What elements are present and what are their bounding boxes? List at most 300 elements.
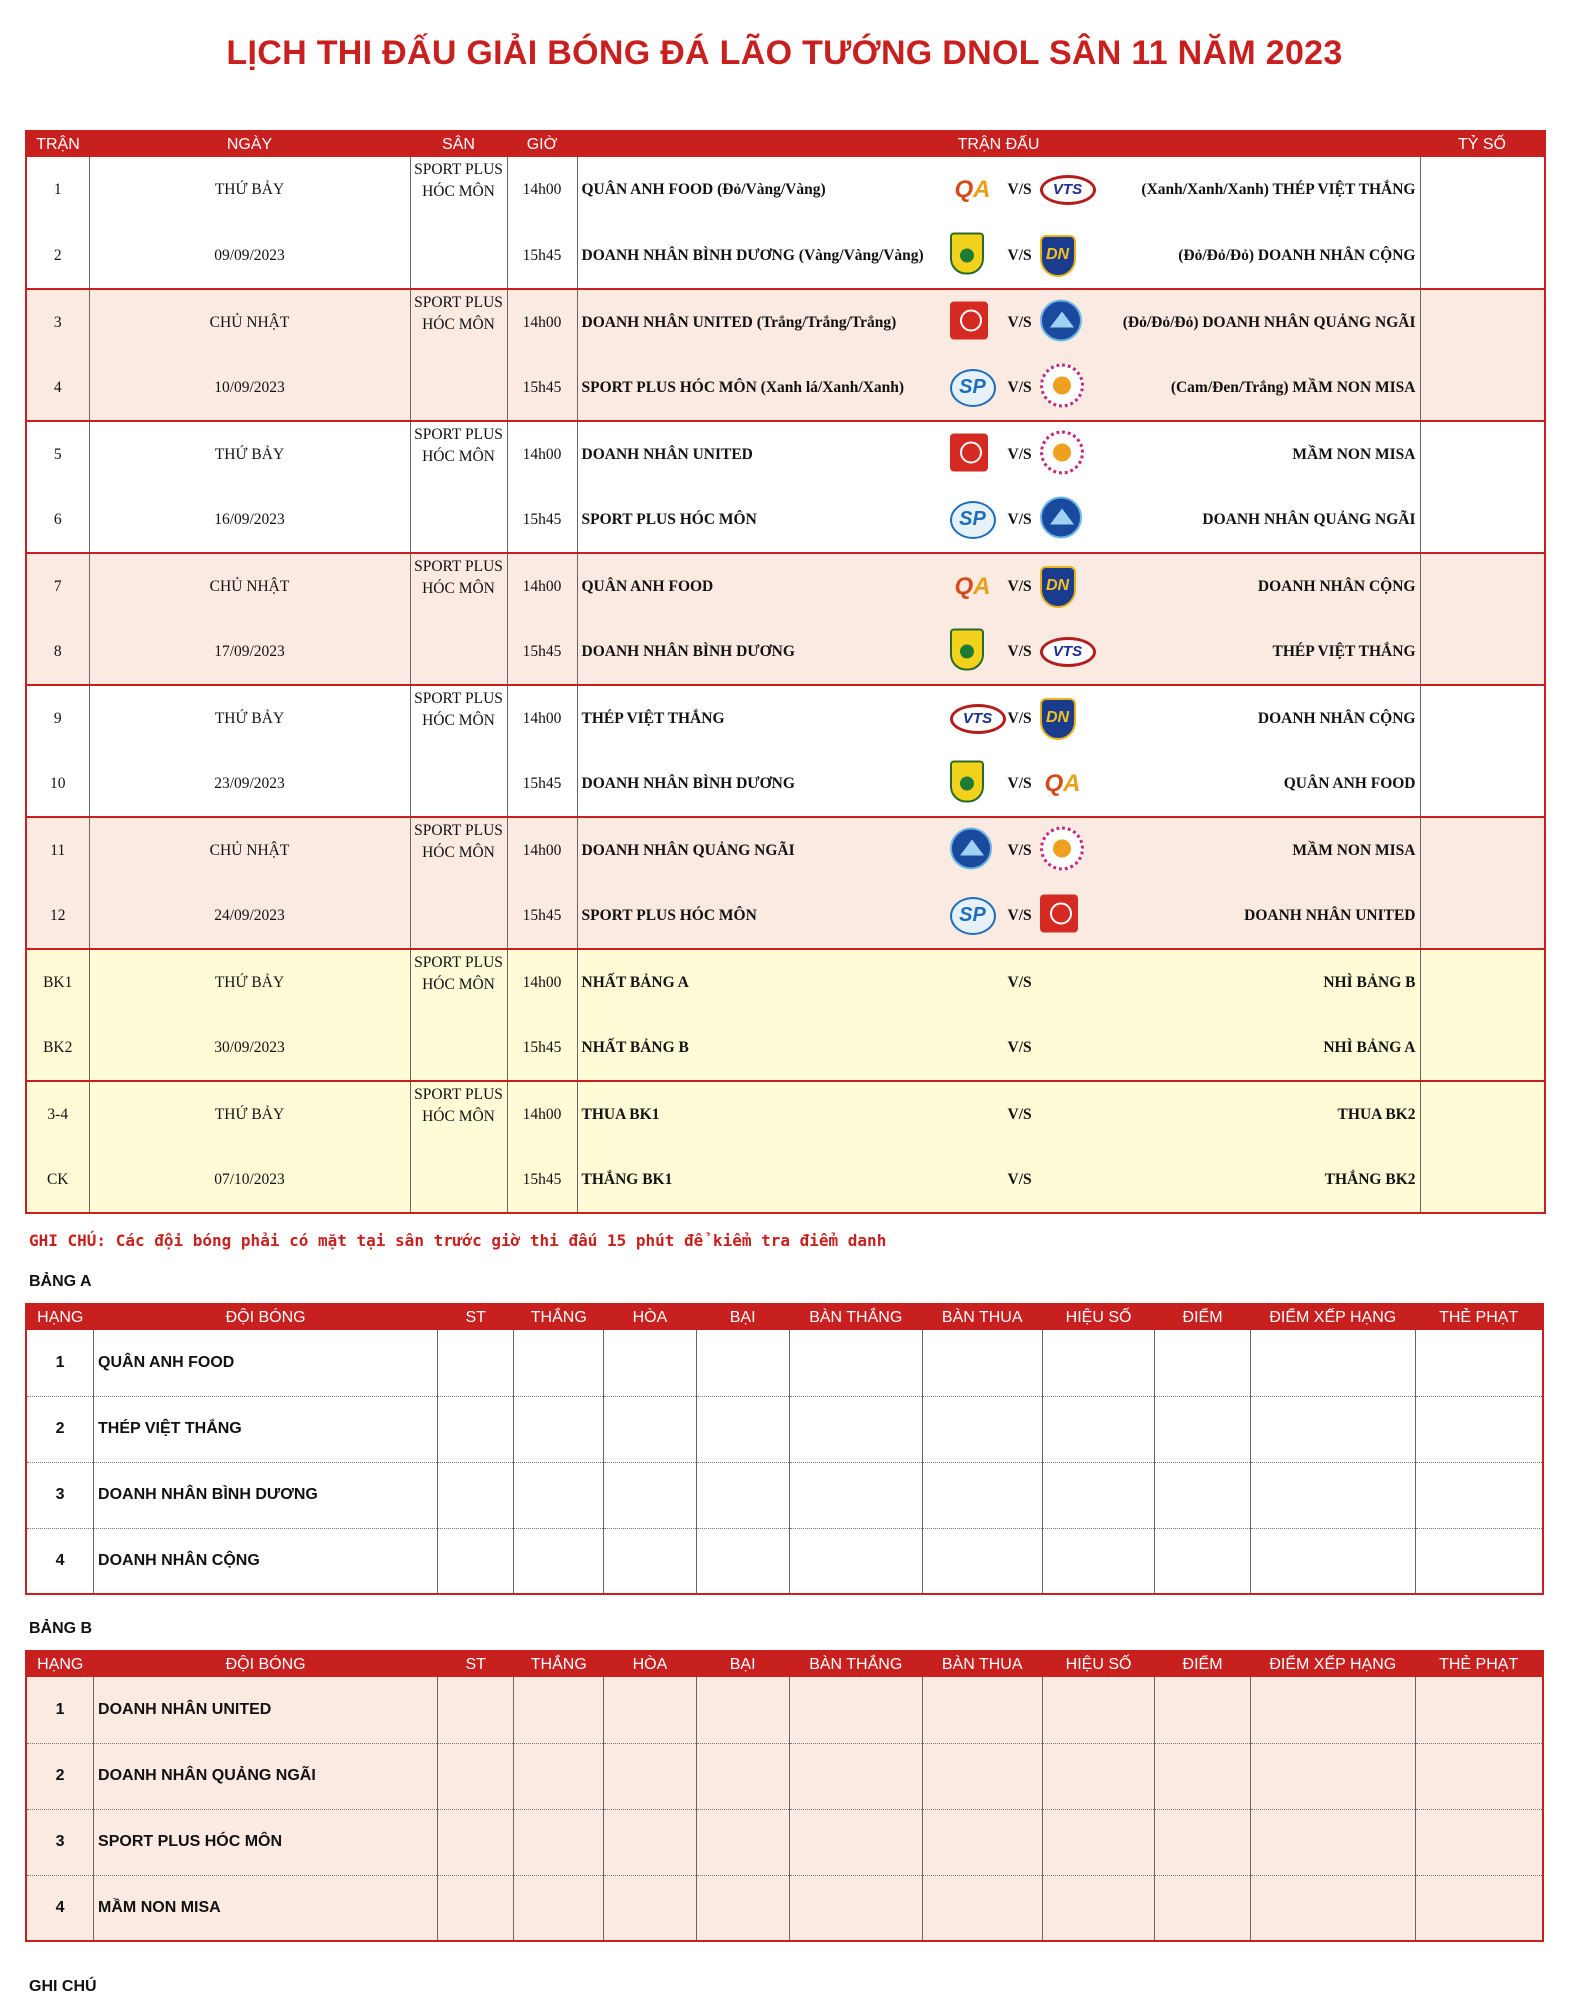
standings-header-cell: BÀN THUA: [922, 1651, 1042, 1677]
stat-cell: [1042, 1809, 1155, 1875]
match-date: 07/10/2023: [89, 1147, 410, 1213]
away-team: (Cam/Đen/Trắng) MẦM NON MISA: [1170, 378, 1416, 396]
stat-cell: [696, 1743, 789, 1809]
home-logo: [950, 897, 996, 935]
match-date: 24/09/2023: [89, 883, 410, 949]
match-row: [26, 355, 1545, 421]
standings-header-cell: HÒA: [604, 1651, 696, 1677]
fixture-cell: [577, 949, 1420, 1015]
home-logo: [950, 704, 1006, 734]
venue-empty-cell: [410, 1147, 507, 1213]
versus-label: V/S: [1007, 642, 1032, 660]
versus-label: V/S: [1007, 906, 1032, 924]
fixture-cell: [577, 223, 1420, 289]
stat-cell: [696, 1330, 789, 1396]
home-team: SPORT PLUS HÓC MÔN (Xanh lá/Xanh/Xanh): [581, 378, 905, 396]
home-team: QUÂN ANH FOOD: [581, 577, 714, 595]
stat-cell: [696, 1809, 789, 1875]
stat-cell: [604, 1677, 696, 1743]
match-number: 4: [26, 355, 89, 421]
fixture-cell: [577, 553, 1420, 619]
away-team: DOANH NHÂN QUẢNG NGÃI: [1202, 510, 1416, 528]
away-logo: [1040, 363, 1084, 412]
match-score: [1420, 817, 1545, 883]
stat-cell: [1042, 1875, 1155, 1941]
team-name: MẦM NON MISA: [94, 1875, 438, 1941]
stat-cell: [514, 1396, 604, 1462]
match-row: [26, 289, 1545, 355]
home-team: SPORT PLUS HÓC MÔN: [581, 510, 757, 528]
stat-cell: [1155, 1743, 1250, 1809]
doanh-nhan-united-logo-icon: [1040, 894, 1078, 932]
stat-cell: [696, 1875, 789, 1941]
match-score: [1420, 157, 1545, 223]
stat-cell: [1042, 1462, 1155, 1528]
fixture-cell: [577, 619, 1420, 685]
home-logo: [950, 572, 996, 602]
match-score: [1420, 1015, 1545, 1081]
group-a-header-row: [26, 1304, 1543, 1330]
standings-header-cell: ĐIỂM: [1155, 1651, 1250, 1677]
match-number: 3: [26, 289, 89, 355]
match-day: THỨ BẢY: [89, 421, 410, 487]
header-venue: SÂN: [410, 131, 507, 157]
match-score: [1420, 553, 1545, 619]
match-score: [1420, 487, 1545, 553]
versus-label: V/S: [1007, 445, 1032, 463]
standings-header-cell: ST: [438, 1651, 514, 1677]
stat-cell: [514, 1875, 604, 1941]
stat-cell: [604, 1528, 696, 1594]
stat-cell: [696, 1396, 789, 1462]
versus-label: V/S: [1007, 841, 1032, 859]
group-a-body: [26, 1330, 1543, 1594]
stat-cell: [922, 1677, 1042, 1743]
match-number: 9: [26, 685, 89, 751]
venue-empty-cell: [410, 883, 507, 949]
home-team: SPORT PLUS HÓC MÔN: [581, 906, 757, 924]
stat-cell: [1250, 1396, 1415, 1462]
stat-cell: [604, 1809, 696, 1875]
standings-header-cell: ĐIỂM XẾP HẠNG: [1250, 1304, 1415, 1330]
doanh-nhan-united-logo-icon: [950, 433, 988, 471]
match-row: [26, 553, 1545, 619]
stat-cell: [1042, 1677, 1155, 1743]
stat-cell: [604, 1462, 696, 1528]
doanh-nhan-binh-duong-logo-icon: [950, 232, 984, 274]
team-rank: 1: [26, 1330, 94, 1396]
away-logo: [1040, 235, 1076, 277]
match-number: 3-4: [26, 1081, 89, 1147]
header-date: NGÀY: [89, 131, 410, 157]
group-a-standings: [25, 1303, 1544, 1595]
match-row: [26, 949, 1545, 1015]
stat-cell: [1042, 1743, 1155, 1809]
match-venue: SPORT PLUS HÓC MÔN: [410, 289, 507, 355]
sport-plus-hoc-mon-logo-icon: SP: [950, 369, 996, 407]
match-day: THỨ BẢY: [89, 157, 410, 223]
stat-cell: [514, 1330, 604, 1396]
team-name: DOANH NHÂN QUẢNG NGÃI: [94, 1743, 438, 1809]
away-team: NHÌ BẢNG B: [1323, 973, 1416, 991]
standings-header-cell: HIỆU SỐ: [1042, 1304, 1155, 1330]
away-team: DOANH NHÂN CỘNG: [1257, 577, 1416, 595]
stat-cell: [922, 1330, 1042, 1396]
standings-header-cell: HIỆU SỐ: [1042, 1651, 1155, 1677]
fixture-cell: [577, 421, 1420, 487]
fixture-cell: [577, 751, 1420, 817]
match-number: CK: [26, 1147, 89, 1213]
home-team: THÉP VIỆT THẮNG: [581, 709, 725, 727]
match-row: [26, 421, 1545, 487]
footer-note: GHI CHÚ: [29, 1978, 97, 1995]
doanh-nhan-cong-logo-icon: DN: [1040, 698, 1076, 740]
header-score: TỶ SỐ: [1420, 131, 1545, 157]
stat-cell: [696, 1677, 789, 1743]
home-logo: [950, 369, 996, 407]
home-logo: [950, 628, 984, 675]
away-logo: [1040, 698, 1076, 740]
fixture-cell: [577, 289, 1420, 355]
match-number: 1: [26, 157, 89, 223]
match-time: 14h00: [507, 157, 577, 223]
match-number: 7: [26, 553, 89, 619]
thep-viet-thang-logo-icon: VTS: [1040, 637, 1096, 667]
team-rank: 4: [26, 1875, 94, 1941]
match-venue: SPORT PLUS HÓC MÔN: [410, 157, 507, 223]
standings-header-cell: THẮNG: [514, 1304, 604, 1330]
doanh-nhan-cong-logo-icon: DN: [1040, 235, 1076, 277]
stat-cell: [1250, 1743, 1415, 1809]
stat-cell: [1155, 1396, 1250, 1462]
match-venue: SPORT PLUS HÓC MÔN: [410, 949, 507, 1015]
standings-header-cell: BÀN THUA: [922, 1304, 1042, 1330]
mam-non-misa-logo-icon: [1040, 363, 1084, 407]
match-time: 15h45: [507, 751, 577, 817]
match-score: [1420, 421, 1545, 487]
quan-anh-food-logo-icon: QA: [954, 572, 991, 600]
versus-label: V/S: [1007, 510, 1032, 528]
stat-cell: [1250, 1528, 1415, 1594]
stat-cell: [604, 1330, 696, 1396]
venue-empty-cell: [410, 355, 507, 421]
away-team: THẮNG BK2: [1324, 1170, 1416, 1188]
away-team: MẦM NON MISA: [1292, 841, 1416, 859]
match-score: [1420, 949, 1545, 1015]
doanh-nhan-binh-duong-logo-icon: [950, 628, 984, 670]
group-b-label: BẢNG B: [29, 1620, 93, 1637]
standings-row: [26, 1809, 1543, 1875]
stat-cell: [438, 1743, 514, 1809]
match-row: [26, 751, 1545, 817]
away-logo: [1040, 430, 1084, 479]
standings-header-cell: ĐỘI BÓNG: [94, 1304, 438, 1330]
versus-label: V/S: [1007, 181, 1032, 198]
stat-cell: [1155, 1875, 1250, 1941]
standings-header-cell: HẠNG: [26, 1304, 94, 1330]
stat-cell: [922, 1462, 1042, 1528]
standings-header-cell: BẠI: [696, 1304, 789, 1330]
mam-non-misa-logo-icon: [1040, 826, 1084, 870]
stat-cell: [514, 1677, 604, 1743]
schedule-table: [25, 130, 1546, 1214]
home-team: DOANH NHÂN BÌNH DƯƠNG (Vàng/Vàng/Vàng): [581, 246, 924, 264]
home-team: NHẤT BẢNG A: [581, 973, 689, 991]
home-logo: [950, 175, 996, 205]
stat-cell: [922, 1809, 1042, 1875]
away-logo: [1040, 299, 1082, 346]
versus-label: V/S: [1007, 774, 1032, 792]
match-number: BK1: [26, 949, 89, 1015]
stat-cell: [1415, 1809, 1543, 1875]
stat-cell: [1155, 1528, 1250, 1594]
fixture-cell: [577, 355, 1420, 421]
doanh-nhan-quang-ngai-logo-icon: [950, 827, 992, 869]
away-team: THÉP VIỆT THẮNG: [1272, 642, 1416, 660]
team-rank: 4: [26, 1528, 94, 1594]
match-row: [26, 685, 1545, 751]
stat-cell: [514, 1528, 604, 1594]
team-rank: 2: [26, 1396, 94, 1462]
home-team: THẮNG BK1: [581, 1170, 673, 1188]
team-rank: 2: [26, 1743, 94, 1809]
standings-header-cell: HÒA: [604, 1304, 696, 1330]
fixture-cell: [577, 487, 1420, 553]
match-venue: SPORT PLUS HÓC MÔN: [410, 685, 507, 751]
fixture-cell: [577, 685, 1420, 751]
match-venue: SPORT PLUS HÓC MÔN: [410, 421, 507, 487]
stat-cell: [789, 1462, 922, 1528]
stat-cell: [922, 1396, 1042, 1462]
stat-cell: [789, 1330, 922, 1396]
header-fixture: TRẬN ĐẤU: [577, 131, 1420, 157]
stat-cell: [1415, 1330, 1543, 1396]
standings-row: [26, 1396, 1543, 1462]
match-time: 15h45: [507, 1015, 577, 1081]
standings-header-cell: ST: [438, 1304, 514, 1330]
venue-empty-cell: [410, 1015, 507, 1081]
team-name: SPORT PLUS HÓC MÔN: [94, 1809, 438, 1875]
fixture-cell: [577, 1015, 1420, 1081]
match-time: 15h45: [507, 355, 577, 421]
standings-row: [26, 1875, 1543, 1941]
home-logo: [950, 501, 996, 539]
match-day: THỨ BẢY: [89, 1081, 410, 1147]
header-time: GIỜ: [507, 131, 577, 157]
stat-cell: [514, 1462, 604, 1528]
match-time: 14h00: [507, 553, 577, 619]
match-time: 14h00: [507, 685, 577, 751]
team-name: DOANH NHÂN CỘNG: [94, 1528, 438, 1594]
stat-cell: [438, 1875, 514, 1941]
match-time: 15h45: [507, 487, 577, 553]
stat-cell: [922, 1875, 1042, 1941]
match-row: [26, 619, 1545, 685]
venue-empty-cell: [410, 619, 507, 685]
team-rank: 1: [26, 1677, 94, 1743]
versus-label: V/S: [1007, 378, 1032, 396]
stat-cell: [604, 1396, 696, 1462]
team-name: DOANH NHÂN UNITED: [94, 1677, 438, 1743]
team-name: DOANH NHÂN BÌNH DƯƠNG: [94, 1462, 438, 1528]
versus-label: V/S: [1007, 1170, 1032, 1188]
group-a-label: BẢNG A: [29, 1273, 92, 1290]
stat-cell: [1042, 1396, 1155, 1462]
home-logo: [950, 301, 988, 344]
schedule-body: [26, 157, 1545, 1213]
doanh-nhan-united-logo-icon: [950, 301, 988, 339]
match-date: 09/09/2023: [89, 223, 410, 289]
stat-cell: [1250, 1677, 1415, 1743]
schedule-header-row: [26, 131, 1545, 157]
match-time: 15h45: [507, 223, 577, 289]
stat-cell: [438, 1677, 514, 1743]
fixture-cell: [577, 883, 1420, 949]
stat-cell: [514, 1743, 604, 1809]
sport-plus-hoc-mon-logo-icon: SP: [950, 501, 996, 539]
match-row: [26, 1081, 1545, 1147]
match-score: [1420, 685, 1545, 751]
match-row: [26, 157, 1545, 223]
standings-row: [26, 1330, 1543, 1396]
home-team: DOANH NHÂN UNITED (Trắng/Trắng/Trắng): [581, 313, 897, 331]
match-time: 15h45: [507, 883, 577, 949]
home-logo: [950, 827, 992, 874]
match-date: 10/09/2023: [89, 355, 410, 421]
match-day: CHỦ NHẬT: [89, 817, 410, 883]
stat-cell: [789, 1528, 922, 1594]
doanh-nhan-cong-logo-icon: DN: [1040, 566, 1076, 608]
team-rank: 3: [26, 1809, 94, 1875]
stat-cell: [438, 1528, 514, 1594]
away-team: NHÌ BẢNG A: [1323, 1038, 1416, 1056]
away-team: DOANH NHÂN CỘNG: [1257, 709, 1416, 727]
away-logo: [1040, 566, 1076, 608]
match-day: CHỦ NHẬT: [89, 553, 410, 619]
match-venue: SPORT PLUS HÓC MÔN: [410, 1081, 507, 1147]
standings-header-cell: ĐIỂM XẾP HẠNG: [1250, 1651, 1415, 1677]
away-logo: [1040, 175, 1096, 205]
away-team: QUÂN ANH FOOD: [1283, 774, 1416, 792]
attendance-note: GHI CHÚ: Các đội bóng phải có mặt tại sân trước giờ thi đấu 15 phút để kiểm tra điểm danh: [29, 1231, 887, 1250]
standings-header-cell: ĐIỂM: [1155, 1304, 1250, 1330]
stat-cell: [1250, 1462, 1415, 1528]
thep-viet-thang-logo-icon: VTS: [950, 704, 1006, 734]
fixture-cell: [577, 1147, 1420, 1213]
match-time: 15h45: [507, 619, 577, 685]
stat-cell: [438, 1330, 514, 1396]
match-row: [26, 1015, 1545, 1081]
sport-plus-hoc-mon-logo-icon: SP: [950, 897, 996, 935]
standings-row: [26, 1743, 1543, 1809]
match-number: 6: [26, 487, 89, 553]
match-row: [26, 817, 1545, 883]
away-logo: [1040, 496, 1082, 543]
match-score: [1420, 1081, 1545, 1147]
standings-header-cell: THẺ PHẠT: [1415, 1304, 1543, 1330]
match-day: CHỦ NHẬT: [89, 289, 410, 355]
versus-label: V/S: [1007, 313, 1032, 331]
quan-anh-food-logo-icon: QA: [954, 176, 991, 203]
match-time: 14h00: [507, 949, 577, 1015]
home-team: DOANH NHÂN BÌNH DƯƠNG: [581, 774, 795, 792]
away-logo: [1040, 769, 1086, 799]
versus-label: V/S: [1007, 709, 1032, 727]
versus-label: V/S: [1007, 246, 1032, 264]
versus-label: V/S: [1007, 973, 1032, 991]
team-name: THÉP VIỆT THẮNG: [94, 1396, 438, 1462]
match-date: 17/09/2023: [89, 619, 410, 685]
match-number: BK2: [26, 1015, 89, 1081]
stat-cell: [1155, 1330, 1250, 1396]
stat-cell: [604, 1743, 696, 1809]
stat-cell: [789, 1875, 922, 1941]
match-score: [1420, 223, 1545, 289]
match-number: 11: [26, 817, 89, 883]
fixture-cell: [577, 1081, 1420, 1147]
page-title: LỊCH THI ĐẤU GIẢI BÓNG ĐÁ LÃO TƯỚNG DNOL SÂN 11 NĂM 2023: [226, 34, 1343, 72]
standings-header-cell: BẠI: [696, 1651, 789, 1677]
standings-header-cell: THẮNG: [514, 1651, 604, 1677]
home-team: DOANH NHÂN BÌNH DƯƠNG: [581, 642, 795, 660]
stat-cell: [1042, 1330, 1155, 1396]
quan-anh-food-logo-icon: QA: [1044, 769, 1081, 797]
stat-cell: [1415, 1677, 1543, 1743]
home-team: NHẤT BẢNG B: [581, 1038, 689, 1056]
away-logo: [1040, 826, 1084, 875]
team-rank: 3: [26, 1462, 94, 1528]
match-day: THỨ BẢY: [89, 949, 410, 1015]
group-b-header-row: [26, 1651, 1543, 1677]
header-match-no: TRẬN: [26, 131, 89, 157]
match-number: 5: [26, 421, 89, 487]
stat-cell: [789, 1743, 922, 1809]
stat-cell: [922, 1743, 1042, 1809]
home-team: DOANH NHÂN UNITED: [581, 445, 753, 463]
group-b-body: [26, 1677, 1543, 1941]
match-row: [26, 223, 1545, 289]
stat-cell: [1042, 1528, 1155, 1594]
stat-cell: [1155, 1462, 1250, 1528]
standings-header-cell: BÀN THẮNG: [789, 1304, 922, 1330]
thep-viet-thang-logo-icon: VTS: [1040, 175, 1096, 205]
fixture-cell: [577, 817, 1420, 883]
standings-row: [26, 1528, 1543, 1594]
match-number: 2: [26, 223, 89, 289]
match-score: [1420, 355, 1545, 421]
doanh-nhan-binh-duong-logo-icon: [950, 760, 984, 802]
standings-row: [26, 1677, 1543, 1743]
stat-cell: [438, 1396, 514, 1462]
match-time: 14h00: [507, 1081, 577, 1147]
match-number: 12: [26, 883, 89, 949]
match-row: [26, 1147, 1545, 1213]
mam-non-misa-logo-icon: [1040, 430, 1084, 474]
match-venue: SPORT PLUS HÓC MÔN: [410, 553, 507, 619]
standings-header-cell: ĐỘI BÓNG: [94, 1651, 438, 1677]
stat-cell: [789, 1677, 922, 1743]
away-team: (Đỏ/Đỏ/Đỏ) DOANH NHÂN QUẢNG NGÃI: [1122, 313, 1416, 331]
match-score: [1420, 883, 1545, 949]
match-score: [1420, 619, 1545, 685]
venue-empty-cell: [410, 751, 507, 817]
venue-empty-cell: [410, 487, 507, 553]
stat-cell: [1415, 1875, 1543, 1941]
versus-label: V/S: [1007, 1105, 1032, 1123]
stat-cell: [1415, 1396, 1543, 1462]
match-score: [1420, 1147, 1545, 1213]
match-time: 14h00: [507, 421, 577, 487]
